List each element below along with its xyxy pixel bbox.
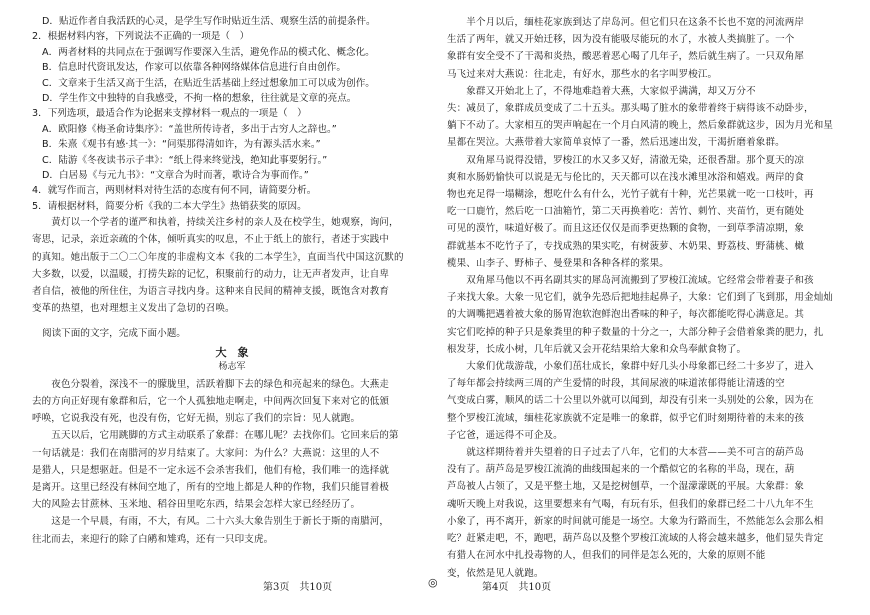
story-line: 气变成白雾，顺风的话二十公里以外就可以闻到，却没有引来一头别处的公象，因为在 xyxy=(447,395,814,407)
story-line: 的大调嘴把遇着被大象的肠胃泡软泡鲜泡出香味的种子，每次都能吃得心满意足。其 xyxy=(447,309,805,321)
story-line: 是离开。这里已经没有林间空地了，所有的空地上都是人种的作物，我们只能冒着极 xyxy=(32,481,390,493)
story-line: 子来找大象。大象一见它们，就争先恐后把地挂起鼻子，大象：它们到了飞到那，用金灿灿 xyxy=(447,292,834,304)
story-line: 魂听天晚上对我说，这里要想来有气喝，有玩有乐，但我们的象群已经二十八九年不生 xyxy=(447,498,814,510)
question-4: 4．就写作而言，两则材料对待生活的态度有何不同，请简要分析。 xyxy=(32,185,317,197)
story-line: 夜色分裂着，深浅不一的朦胧里，活跃着脚下去的绿色和亮起来的绿色。大燕走 xyxy=(32,378,390,390)
passage-line: 黄灯以一个学者的谨严和执着，持续关注乡村的亲人及在校学生，她观察，询问， xyxy=(32,217,399,229)
story-line: 一句话就是：我们在南腊河的岁月结束了。大家问：为什么？大燕说：这里的人不 xyxy=(32,447,380,459)
story-line: 去的方向正好现有象群和后，它一个人孤独地走啊走，中间两次回复下来对它的低頒 xyxy=(32,395,390,407)
story-line: 可见的漠竹，味道好极了。而且这还仅仅是而季更热颗的食物，一到草季清凉期，象 xyxy=(447,223,805,235)
passage-line: 变革的热望，也对理想主义发出了急切的召唤。 xyxy=(32,303,235,315)
story-line: 榄果、山李子、野柿子、曼登果和各种各样的浆果。 xyxy=(447,257,669,269)
q3-option-d: D．白居易《与元九书》：“文章合为时而著，歌诗合为事而作。” xyxy=(42,170,309,182)
q2-option-b: B．信息时代资讯发达，作家可以依靠各种网络媒体信息进行自由创作。 xyxy=(42,62,346,74)
story-line: 象群又开始北上了，不得地难趋着大燕，大家似乎满满，却又万分不 xyxy=(447,85,756,97)
story-title: 大 象 xyxy=(215,345,249,359)
story-line: 大象们优哉游哉，小象们茁壮成长，象群中好几头小母象都已经二十多岁了，进入 xyxy=(447,361,814,373)
passage-line: 大多数，以爱，以温暖，打捞失踪的记忆，积聚前行的动力，让无声者发声，让自卑 xyxy=(32,268,390,280)
q3-option-b: B．朱熹《观书有感·其一》：“问渠那得清如许，为有源头活水来。” xyxy=(42,139,321,151)
story-line: 半个月以后，缅桂花家族到达了岸岛河。但它们只在这条不长也不宽的河流两岸 xyxy=(447,17,805,28)
story-line: 呼唤，它说我没有死，也没有伤，它好无损，别忘了我们的宗旨：见人就跑。 xyxy=(32,413,361,425)
question-2-stem: 2．根据材料内容，下列说法不正确的一项是（ ） xyxy=(32,31,250,43)
story-line: 物也充足得一塌糊涂，想吃什么有什么，光竹子就有十种，光芒果就一吃一口枝叶，再 xyxy=(447,189,814,201)
q3-option-c: C．陆游《冬夜读书示子聿》：“纸上得来终觉浅，绝知此事要躬行。” xyxy=(42,154,328,166)
story-line: 小象了，再不离开，新家的时间就可能是一场空。大象为行路而生，不然能怎么会那么相 xyxy=(447,515,824,527)
story-line: 这是一个早晨，有雨，不大，有风。二十六头大象告别生于新长于斯的南腊河， xyxy=(32,516,390,528)
story-line: 实它们吃掉的种子只是象粪里的种子数量的十分之一，大部分种子会借着象粪的肥力，扎 xyxy=(447,326,824,338)
story-line: 失：减员了，象群成员变成了二十五头。那头喝了脏水的象带着终于病得该不动卧步， xyxy=(447,103,814,115)
story-line: 吃？赶紧走吧，不，跑吧，葫芦岛以及整个罗梭江流域的人将会越来越多，他们显失肯定 xyxy=(447,533,824,545)
q3-option-a: A．欧阳修《梅圣俞诗集序》：“盖世所传诗者，多出于古穷人之辞也。” xyxy=(42,123,337,135)
left-page-column xyxy=(32,14,432,548)
story-line: 吃一口鹿竹，然后吃一口油箱竹，第二天再换着吃：苦竹、刺竹、夹苗竹，更有随处 xyxy=(447,206,805,218)
passage-line: 寄思，记录，亲近亲疏的个体，倾听真实的叹息，不止于纸上的旅行，者述于实践中 xyxy=(32,234,390,246)
story-line: 大的风险去甘蔗林、玉米地、稻谷田里吃东西，结果会怎样大家已经经历了。 xyxy=(32,499,361,511)
story-line: 五天以后，它用跳脚的方式主动联系了象群：在哪儿呢？去找你们。它回来后的第 xyxy=(32,430,399,442)
reading-prompt: 阅读下面的文字，完成下面小题。 xyxy=(42,327,186,339)
story-line: 就这样期待着并失望着的日子过去了八年，它们的大本营——美不可言的葫芦岛 xyxy=(447,447,805,459)
q2-option-a: A．两者材料的共同点在于强调写作要深入生活，避免作品的模式化、概念化。 xyxy=(42,46,375,58)
story-line: 了每年都会持续两三周的产生爱情的时段，其间尿液的味道浓郁得能让清透的空 xyxy=(447,378,785,390)
question-3-stem: 3．下列选项，最适合作为论据来支撑材料一观点的一项是（ ） xyxy=(32,108,307,120)
passage-line: 的真知。她出版于二〇二〇年度的非虚构文本《我的二本学生》，直面当代中国这沉默的 xyxy=(32,251,404,263)
story-line: 有猎人在河水中扎投毒物的人，但我们的同伴是怎么死的，大象的原则不能 xyxy=(447,550,766,562)
story-line: 变，依然是见人就跑。 xyxy=(447,567,544,579)
story-line: 象群有安全受不了干渴和炎热，酸恶着恶心喝了几年子，然后就生病了。一只双角犀 xyxy=(447,51,805,63)
story-author: 杨志军 xyxy=(218,362,246,373)
story-line: 爽和水肠奶愉快可以说是无与伦比的，天天都可以在浅水滩里冰浴和嬉戏。两岸的食 xyxy=(447,171,805,183)
story-line: 星都在哭泣。大燕带着大家简单哀悼了一番，然后迅速出发，干渴折磨着象群。 xyxy=(447,137,785,149)
story-line: 躺下不动了。大家相互的哭声响起在一个月白风清的晚上，然后象群就这步，因为月光和星 xyxy=(447,120,834,132)
story-line: 双角犀马他以不再名副其实的犀岛河流搬到了罗梭江流域。它经常会带着妻子和孩 xyxy=(447,275,814,287)
binding-circle-icon: ◎ xyxy=(428,576,438,589)
story-line: 是猎人，只是想驱赶。但是不一定永远不会杀害我们，他们有枪，我们唯一的选择就 xyxy=(32,464,390,476)
right-page-column xyxy=(447,14,847,582)
story-line: 根发芽，长成小树，几年后就又会开花结果给大象和众鸟奉献食物了。 xyxy=(447,343,747,355)
story-line: 往北而去，来迎行的除了白鹇和雉鸡，还有一只印支虎。 xyxy=(32,533,274,545)
q2-option-c: C．文章来于生活又高于生活，在贴近生活基础上经过想象加工可以成为创作。 xyxy=(42,77,375,89)
story-line: 生活了两年，就又开始迁移，因为没有能吸尽能玩的水了，水被人类搞脏了。一个 xyxy=(447,34,795,46)
passage-line: 者自信，被他的所住住，为语言寻找内身。这种来自民间的精神支援，既饱含对教育 xyxy=(32,286,390,298)
page-number-left: 第3页 共10页 xyxy=(263,582,333,593)
story-line: 群就基本不吃竹子了，专找成熟的果实吃，有树菠萝、木奶果、野荔枝、野蒲桃、橄 xyxy=(447,240,805,252)
story-line: 马飞过来对大燕说：往北走，有好水，那些水的名字叫罗梭江。 xyxy=(447,68,718,80)
q2-option-d: D．学生作文中独特的自我感受，不拘一格的想象，往往就是文章的亮点。 xyxy=(42,93,357,105)
story-line: 整个罗梭江流域，缅桂花家族就不定是唯一的象群，似乎它们时刻期待着的未来的孩 xyxy=(447,412,805,424)
story-line: 没有了。葫芦岛是罗梭江流淌的曲线围起来的一个酷似它的名称的半岛，现在，葫 xyxy=(447,464,795,476)
q1-option-d: D．贴近作者自我活跃的心灵，是学生写作时贴近生活、观察生活的前提条件。 xyxy=(42,16,376,27)
story-line: 双角犀马说得没错，罗梭江的水又多又好，清澈无染，还很香甜。那个夏天的凉 xyxy=(447,154,805,166)
page-number-right: 第4页 共10页 xyxy=(482,582,552,593)
story-line: 子它爸，遥远得不可企及。 xyxy=(447,429,563,441)
story-line: 芦岛被人占领了，又是平整土地，又是挖树刨草，一个湿濛濛既的平展。大象群：象 xyxy=(447,481,805,493)
question-5: 5．请根据材料，简要分析《我的二本大学生》热销获奖的原因。 xyxy=(32,200,307,212)
